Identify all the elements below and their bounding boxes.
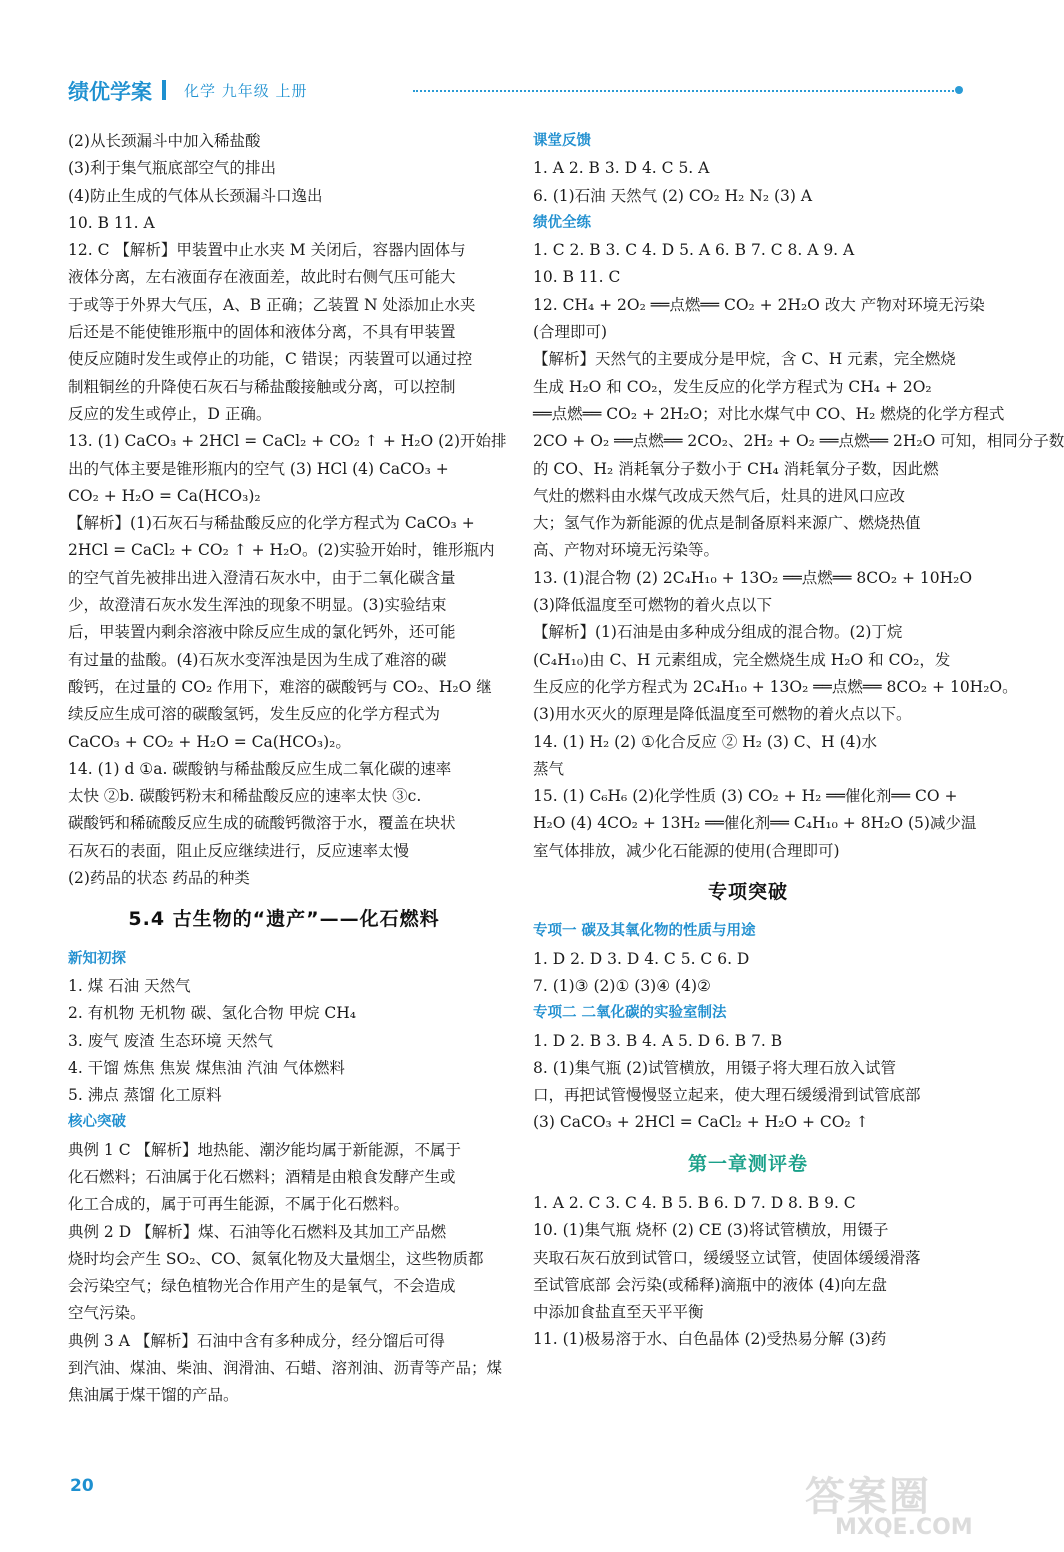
answer-line: 空气污染。: [68, 1304, 146, 1323]
answer-line: 中添加食盐直至天平平衡: [533, 1303, 704, 1322]
answer-line: 的 CO、H₂ 消耗氧分子数小于 CH₄ 消耗氧分子数，因此燃: [533, 459, 939, 478]
answer-line: 制粗铜丝的升降使石灰石与稀盐酸接触或分离，可以控制: [68, 377, 456, 396]
answer-line: 【解析】(1)石灰石与稀盐酸反应的化学方程式为 CaCO₃ +: [68, 514, 475, 533]
answer-line: 13. (1) CaCO₃ + 2HCl = CaCl₂ + CO₂ ↑ + H₂O (2)开始排: [68, 432, 507, 451]
answer-line: 1. A 2. B 3. D 4. C 5. A: [533, 159, 710, 178]
answer-line: 典例 3 A 【解析】石油中含有多种成分，经分馏后可得: [68, 1331, 445, 1350]
page-number: 20: [70, 1476, 94, 1496]
hexin-answers: [68, 1137, 503, 1410]
answer-line: 2. 有机物 无机物 碳、氢化合物 甲烷 CH₄: [68, 1004, 357, 1023]
brand-logo: 绩优学案: [68, 80, 152, 104]
ceping-title: 第一章测评卷: [687, 1152, 808, 1175]
subject-label: 化学 九年级 上册: [184, 82, 308, 100]
answer-line: 有过量的盐酸。(4)石灰水变浑浊是因为生成了难溶的碳: [68, 650, 447, 669]
zx1-label: 专项一 碳及其氧化物的性质与用途: [533, 923, 756, 940]
answer-line: ══点燃══ CO₂ + 2H₂O；对比水煤气中 CO、H₂ 燃烧的化学方程式: [533, 404, 1005, 423]
answer-line: (4)防止生成的气体从长颈漏斗口逸出: [68, 186, 323, 205]
watermark-url: MXQE.COM: [835, 1515, 973, 1540]
answer-line: 14. (1) H₂ (2) ①化合反应 ② H₂ (3) C、H (4)水: [533, 732, 878, 751]
answer-line: H₂O (4) 4CO₂ + 13H₂ ══催化剂══ C₄H₁₀ + 8H₂O (5)减少温: [533, 814, 977, 833]
brand-divider: [162, 80, 166, 100]
answer-line: 5. 沸点 蒸馏 化工原料: [68, 1086, 222, 1105]
section-5-4-title: 5.4 古生物的“遗产”——化石燃料: [128, 908, 440, 931]
answer-line: 出的气体主要是锥形瓶内的空气 (3) HCl (4) CaCO₃ +: [68, 459, 449, 478]
answer-line: 15. (1) C₆H₆ (2)化学性质 (3) CO₂ + H₂ ══催化剂══ CO +: [533, 787, 958, 806]
zx2-label: 专项二 二氧化碳的实验室制法: [533, 1005, 727, 1022]
answer-line: CO₂ + H₂O = Ca(HCO₃)₂: [68, 486, 261, 505]
answer-line: 1. C 2. B 3. C 4. D 5. A 6. B 7. C 8. A 9. A: [533, 241, 855, 260]
answer-line: (3)用水灭火的原理是降低温度至可燃物的着火点以下。: [533, 705, 912, 724]
zx2-answers: [533, 1028, 963, 1137]
answer-line: 大；氢气作为新能源的优点是制备原料来源广、燃烧热值: [533, 514, 921, 533]
answer-line: 化工合成的，属于可再生能源，不属于化石燃料。: [68, 1195, 410, 1214]
header-dotted-rule: [413, 90, 958, 92]
answer-line: 10. (1)集气瓶 烧杯 (2) CE (3)将试管横放，用镊子: [533, 1221, 889, 1240]
answer-line: 1. D 2. B 3. B 4. A 5. D 6. B 7. B: [533, 1031, 783, 1050]
page-header: [68, 72, 968, 106]
answer-line: 3. 废气 废渣 生态环境 天然气: [68, 1031, 273, 1050]
answer-line: 典例 2 D 【解析】煤、石油等化石燃料及其加工产品燃: [68, 1222, 447, 1241]
watermark-logo: [805, 1465, 980, 1545]
answer-line: 到汽油、煤油、柴油、润滑油、石蜡、溶剂油、沥青等产品；煤: [68, 1359, 503, 1378]
answer-line: 10. B 11. C: [533, 268, 621, 287]
answer-line: CaCO₃ + CO₂ + H₂O = Ca(HCO₃)₂。: [68, 732, 351, 751]
answer-line: 8. (1)集气瓶 (2)试管横放，用镊子将大理石放入试管: [533, 1058, 897, 1077]
answer-line: 【解析】天然气的主要成分是甲烷，含 C、H 元素，完全燃烧: [533, 350, 956, 369]
left-column: [68, 128, 507, 1410]
answer-line: (3)降低温度至可燃物的着火点以下: [533, 596, 772, 615]
answer-line: 10. B 11. A: [68, 213, 155, 232]
answer-line: (3) CaCO₃ + 2HCl = CaCl₂ + H₂O + CO₂ ↑: [533, 1113, 869, 1132]
answer-line: 【解析】(1)石油是由多种成分组成的混合物。(2)丁烷: [533, 623, 903, 642]
answer-line: 2CO + O₂ ══点燃══ 2CO₂、2H₂ + O₂ ══点燃══ 2H₂O 可知，相同分子数: [533, 432, 1064, 451]
answer-line: 1. D 2. D 3. D 4. C 5. C 6. D: [533, 949, 750, 968]
answer-line: 14. (1) d ①a. 碳酸钠与稀盐酸反应生成二氧化碳的速率: [68, 759, 452, 778]
answer-line: 生反应的化学方程式为 2C₄H₁₀ + 13O₂ ══点燃══ 8CO₂ + 10H₂O。: [533, 677, 1018, 696]
answer-line: 室气体排放，减少化石能源的使用(合理即可): [533, 841, 840, 860]
jiyou-answers: [533, 237, 1064, 865]
answer-line: 典例 1 C 【解析】地热能、潮汐能均属于新能源，不属于: [68, 1140, 462, 1159]
answer-line: 4. 干馏 炼焦 焦炭 煤焦油 汽油 气体燃料: [68, 1058, 345, 1077]
answer-line: 的空气首先被排出进入澄清石灰水中，由于二氧化碳含量: [68, 568, 456, 587]
jiyou-label: 绩优全练: [533, 214, 591, 231]
right-column: [533, 128, 1064, 1354]
answer-line: 1. 煤 石油 天然气: [68, 976, 191, 995]
answer-line: 烧时均会产生 SO₂、CO、氮氧化物及大量烟尘，这些物质都: [68, 1249, 484, 1268]
answer-line: 酸钙，在过量的 CO₂ 作用下，难溶的碳酸钙与 CO₂、H₂O 继: [68, 677, 492, 696]
ketang-answers: [533, 155, 963, 210]
ketang-label: 课堂反馈: [533, 133, 591, 149]
answer-line: 12. CH₄ + 2O₂ ══点燃══ CO₂ + 2H₂O 改大 产物对环境无污染: [533, 295, 985, 314]
answer-line: 续反应生成可溶的碳酸氢钙，发生反应的化学方程式为: [68, 705, 441, 724]
ceping-answers: [533, 1190, 963, 1354]
answer-line: 夹取石灰石放到试管口，缓缓竖立试管，使固体缓缓滑落: [533, 1248, 921, 1267]
answer-line: (C₄H₁₀)由 C、H 元素组成，完全燃烧生成 H₂O 和 CO₂，发: [533, 650, 951, 669]
answer-line: 液体分离，左右液面存在液面差，故此时右侧气压可能大: [68, 268, 456, 287]
answer-line: 后还是不能使锥形瓶中的固体和液体分离，不具有甲装置: [68, 323, 456, 342]
answer-line: 使反应随时发生或停止的功能，C 错误；丙装置可以通过控: [68, 350, 473, 369]
answer-line: 蒸气: [533, 759, 565, 778]
answer-line: (2)药品的状态 药品的种类: [68, 869, 250, 888]
answer-line: 于或等于外界大气压，A、B 正确；乙装置 N 处添加止水夹: [68, 295, 476, 314]
answer-line: 碳酸钙和稀硫酸反应生成的硫酸钙微溶于水，覆盖在块状: [68, 814, 456, 833]
hexin-label: 核心突破: [68, 1114, 126, 1131]
answer-line: 会污染空气；绿色植物光合作用产生的是氧气，不会造成: [68, 1277, 456, 1296]
answer-line: 7. (1)③ (2)① (3)④ (4)②: [533, 976, 711, 995]
answer-line: 气灶的燃料由水煤气改成天然气后，灶具的进风口应改: [533, 486, 906, 505]
answer-line: 口，再把试管慢慢竖立起来，使大理石缓缓滑到试管底部: [533, 1086, 921, 1105]
answer-line: (合理即可): [533, 323, 608, 342]
xinzhi-label: 新知初探: [68, 950, 126, 967]
answer-line: 反应的发生或停止，D 正确。: [68, 404, 272, 423]
answer-line: 2HCl = CaCl₂ + CO₂ ↑ + H₂O。(2)实验开始时，锥形瓶内: [68, 541, 495, 560]
answer-line: 生成 H₂O 和 CO₂，发生反应的化学方程式为 CH₄ + 2O₂: [533, 377, 932, 396]
answer-line: 高、产物对环境无污染等。: [533, 541, 720, 560]
xinzhi-answers: [68, 973, 500, 1109]
watermark-text: 答案圈: [805, 1474, 931, 1520]
answer-line: 后，甲装置内剩余溶液中除反应生成的氯化钙外，还可能: [68, 623, 456, 642]
answer-line: 少，故澄清石灰水发生浑浊的现象不明显。(3)实验结束: [68, 596, 447, 615]
answer-line: 焦油属于煤干馏的产品。: [68, 1386, 239, 1405]
answer-line: (2)从长颈漏斗中加入稀盐酸: [68, 132, 261, 150]
answer-line: 石灰石的表面，阻止反应继续进行，反应速率太慢: [68, 841, 410, 860]
answer-line: 11. (1)极易溶于水、白色晶体 (2)受热易分解 (3)药: [533, 1330, 887, 1349]
answer-line: 12. C 【解析】甲装置中止水夹 M 关闭后，容器内固体与: [68, 241, 466, 260]
answer-line: 6. (1)石油 天然气 (2) CO₂ H₂ N₂ (3) A: [533, 186, 813, 205]
answer-line: 1. A 2. C 3. C 4. B 5. B 6. D 7. D 8. B 9. C: [533, 1193, 856, 1212]
zx1-answers: [533, 946, 963, 1001]
answer-line: 至试管底部 会污染(或稀释)滴瓶中的液体 (4)向左盘: [533, 1275, 887, 1294]
zhuanxiang-title: 专项突破: [707, 881, 788, 904]
left-answers: [68, 128, 507, 892]
header-rule-end-dot: [955, 86, 963, 94]
answer-line: 化石燃料；石油属于化石燃料；酒精是由粮食发酵产生或: [68, 1167, 456, 1186]
answer-line: (3)利于集气瓶底部空气的排出: [68, 159, 276, 178]
answer-line: 太快 ②b. 碳酸钙粉末和稀盐酸反应的速率太快 ③c.: [68, 787, 422, 806]
answer-line: 13. (1)混合物 (2) 2C₄H₁₀ + 13O₂ ══点燃══ 8CO₂ + 10H₂O: [533, 568, 973, 587]
